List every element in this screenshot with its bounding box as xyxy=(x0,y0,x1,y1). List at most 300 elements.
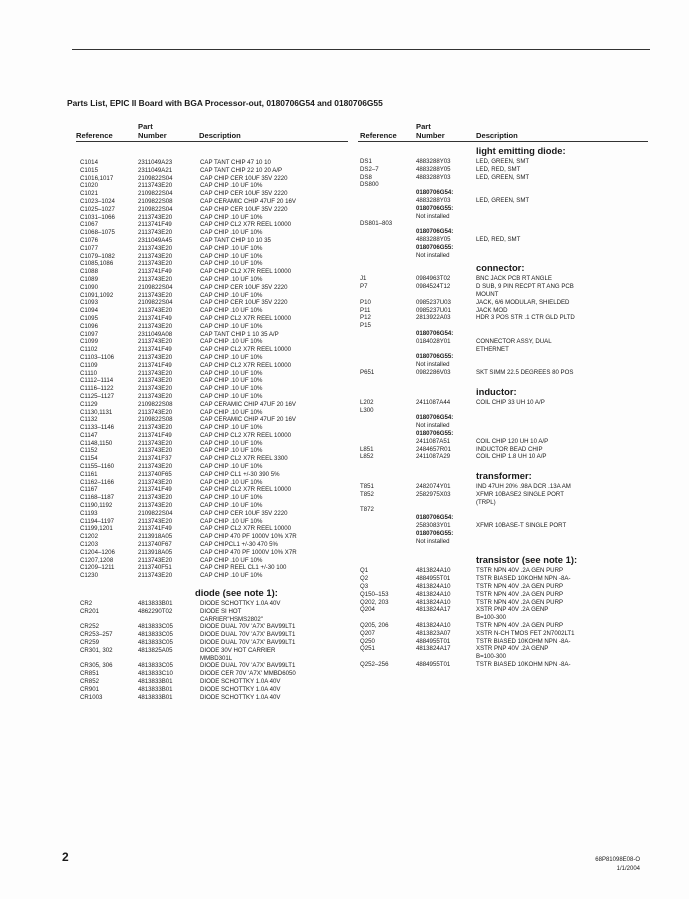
description-cell: CAP TANT CHIP 10 10 35 xyxy=(200,236,271,244)
part-number-cell: 2109822S04 xyxy=(138,299,173,307)
table-row xyxy=(80,268,350,276)
description-cell: COIL CHIP 1.8 UH 10 A/P xyxy=(476,453,547,461)
part-number-cell: 2411087A29 xyxy=(416,453,451,461)
description-cell: DIODE CER 70V 'A7X' MMBD6050 xyxy=(200,670,296,678)
description-cell: CAP CHIP CL2 X7R REEL 3300 xyxy=(200,455,288,463)
reference-cell: C1110 xyxy=(80,369,98,377)
part-number-cell: 2113741F49 xyxy=(138,431,172,439)
reference-cell: C1085,1086 xyxy=(80,260,114,268)
part-number-cell: 0180706G55: xyxy=(416,243,454,251)
part-number-cell: 0985237U01 xyxy=(416,306,451,314)
table-row xyxy=(80,182,350,190)
description-cell: CAP CHIP .10 UF 10% xyxy=(200,369,263,377)
reference-cell: Q150–153 xyxy=(360,590,389,598)
reference-cell: C1152 xyxy=(80,447,98,455)
table-row xyxy=(360,514,660,522)
reference-cell: Q251 xyxy=(360,645,375,653)
table-row xyxy=(80,377,350,385)
table-row xyxy=(80,253,350,261)
part-number-cell: 2109822S04 xyxy=(138,205,173,213)
part-number-cell: 4883288Y05 xyxy=(416,165,451,173)
part-number-cell: 2113743E20 xyxy=(138,229,173,237)
table-row xyxy=(80,686,350,694)
table-row xyxy=(360,506,660,514)
table-row xyxy=(360,275,660,283)
table-row xyxy=(80,385,350,393)
part-number-cell: 2583083Y01 xyxy=(416,522,451,530)
reference-cell: C1148,1150 xyxy=(80,439,113,447)
reference-cell: L851 xyxy=(360,445,374,453)
part-header: Part xyxy=(416,122,431,131)
reference-cell: C1193 xyxy=(80,509,98,517)
part-number-cell: 2113743E20 xyxy=(138,494,173,502)
table-row xyxy=(80,159,350,167)
reference-cell: CR901 xyxy=(80,685,99,693)
reference-header: Reference xyxy=(360,131,397,140)
reference-cell: C1021 xyxy=(80,190,98,198)
description-cell: TSTR NPN 40V .2A GEN PURP xyxy=(476,567,564,575)
section-title: inductor: xyxy=(476,385,517,397)
reference-cell: C1093 xyxy=(80,299,98,307)
reference-cell: C1095 xyxy=(80,314,98,322)
description-cell: CAP CHIP CL2 X7R REEL 10000 xyxy=(200,346,292,354)
table-row xyxy=(80,557,350,565)
description-cell: DIODE SCHOTTKY 1.0A 40V xyxy=(200,600,281,608)
description-cell: CAP TANT CHIP 1 10 35 A/P xyxy=(200,330,279,338)
description-cell: DIODE SCHOTTKY 1.0A 40V xyxy=(200,685,281,693)
description-cell: CAP CHIP 470 PF 1000V 10% X7R xyxy=(200,533,297,541)
table-row xyxy=(80,463,350,471)
section-title: connector: xyxy=(476,262,525,274)
table-row xyxy=(360,166,660,174)
part-number-cell: 4813824A17 xyxy=(416,606,451,614)
part-number-cell: 4884955T01 xyxy=(416,637,451,645)
reference-cell: C1020 xyxy=(80,182,98,190)
part-number-cell: 2109822S04 xyxy=(138,190,173,198)
table-row xyxy=(80,331,350,339)
reference-cell: Q2 xyxy=(360,575,369,583)
table-row xyxy=(360,438,660,446)
part-number-cell: 4862290T02 xyxy=(138,607,173,615)
reference-cell: J1 xyxy=(360,275,367,283)
description-cell: CAP CHIP .10 UF 10% xyxy=(200,408,263,416)
part-number-cell: 2113743E20 xyxy=(138,463,173,471)
reference-cell: C1103–1106 xyxy=(80,353,114,361)
table-row xyxy=(80,362,350,370)
reference-cell: C1129 xyxy=(80,400,98,408)
table-row xyxy=(360,314,660,322)
part-number-cell: 0180706G54: xyxy=(416,189,454,197)
reference-cell: T872 xyxy=(360,506,374,514)
table-row xyxy=(360,252,660,260)
description-cell: CAP CHIP .10 UF 10% xyxy=(200,517,263,525)
reference-cell: C1132 xyxy=(80,416,98,424)
reference-cell: C1097 xyxy=(80,330,98,338)
table-row xyxy=(80,447,350,455)
part-number-cell: 4883288Y05 xyxy=(416,235,451,243)
description-cell: INDUCTOR BEAD CHIP xyxy=(476,445,543,453)
description-cell: (TRPL) xyxy=(476,498,496,506)
description-cell: CAP CHIP .10 UF 10% xyxy=(200,385,263,393)
table-row xyxy=(80,276,350,284)
reference-cell: CR259 xyxy=(80,639,99,647)
table-row xyxy=(360,213,660,221)
right-parts-list xyxy=(360,140,660,669)
table-row xyxy=(360,430,660,438)
description-cell: CAP CHIP .10 UF 10% xyxy=(200,556,263,564)
left-parts-list xyxy=(80,159,350,701)
reference-cell: C1031–1066 xyxy=(80,213,115,221)
table-row xyxy=(80,221,350,229)
reference-cell: L852 xyxy=(360,453,374,461)
table-row xyxy=(360,236,660,244)
reference-cell: L300 xyxy=(360,406,374,414)
description-cell: BNC JACK PCB RT ANGLE xyxy=(476,275,552,283)
reference-cell: C1202 xyxy=(80,533,98,541)
reference-cell: C1194–1197 xyxy=(80,517,114,525)
description-cell: CAP CHIP CL1 +/-30 390 5% xyxy=(200,470,280,478)
reference-cell: CR2 xyxy=(80,600,93,608)
reference-cell: C1025–1027 xyxy=(80,205,115,213)
table-row xyxy=(360,538,660,546)
part-number-cell: 2113740F67 xyxy=(138,541,172,549)
section-title: transistor (see note 1): xyxy=(476,554,578,566)
part-number-cell: 2113743E20 xyxy=(138,572,173,580)
part-number-cell: 4813824A10 xyxy=(416,622,451,630)
reference-cell: C1079–1082 xyxy=(80,252,115,260)
description-cell: D SUB, 9 PIN RECPT RT ANG PCB xyxy=(476,283,574,291)
part-number-cell: 2113743E20 xyxy=(138,338,173,346)
part-number-cell: 2113743E20 xyxy=(138,447,173,455)
reference-cell: CR252 xyxy=(80,623,99,631)
table-row xyxy=(80,510,350,518)
description-cell: JACK MOD xyxy=(476,306,508,314)
table-row xyxy=(360,189,660,197)
reference-cell: C1130,1131 xyxy=(80,408,113,416)
part-number-cell: 2113743E20 xyxy=(138,424,173,432)
description-cell: LED, GREEN, SMT xyxy=(476,196,530,204)
description-cell: CAP CHIP CER 10UF 35V 2220 xyxy=(200,299,288,307)
table-row xyxy=(360,606,660,614)
part-number-cell: 2113743E20 xyxy=(138,478,173,486)
part-number-cell: 4813833C05 xyxy=(138,631,173,639)
description-cell: CAP CERAMIC CHIP 47UF 20 16V xyxy=(200,400,296,408)
reference-cell: C1077 xyxy=(80,244,98,252)
reference-cell: DS8 xyxy=(360,173,372,181)
table-row xyxy=(80,370,350,378)
table-row xyxy=(360,483,660,491)
part-number-cell: 2411087A51 xyxy=(416,437,451,445)
reference-cell: Q202, 203 xyxy=(360,598,389,606)
table-row xyxy=(360,361,660,369)
description-cell: CAP CHIP .10 UF 10% xyxy=(200,275,263,283)
part-number-cell: 0180706G55: xyxy=(416,529,454,537)
description-cell: CAP CHIP CER 10UF 35V 2220 xyxy=(200,283,288,291)
description-cell: CAP CERAMIC CHIP 47UF 20 16V xyxy=(200,416,296,424)
part-number-cell: 2484657R01 xyxy=(416,445,451,453)
reference-cell: C1014 xyxy=(80,159,98,166)
part-number-cell: 2113741F49 xyxy=(138,486,172,494)
part-number-cell: 2113743E20 xyxy=(138,275,173,283)
reference-cell: Q207 xyxy=(360,629,375,637)
table-row xyxy=(360,174,660,182)
table-row xyxy=(80,206,350,214)
description-cell: CAP CHIP .10 UF 10% xyxy=(200,229,263,237)
description-cell: CAP CHIP CL2 X7R REEL 10000 xyxy=(200,314,292,322)
section-0 xyxy=(360,140,660,158)
part-number-cell: 2109822S08 xyxy=(138,400,173,408)
part-number-cell: 0180706G54: xyxy=(416,228,454,236)
part-number-cell: 2113918A05 xyxy=(138,533,173,541)
description-cell: LED, GREEN, SMT xyxy=(476,158,530,165)
description-cell: CAP CHIP CER 10UF 35V 2220 xyxy=(200,509,288,517)
part-number-cell: 2113740F65 xyxy=(138,470,172,478)
description-cell: CAP CHIP .10 UF 10% xyxy=(200,494,263,502)
description-cell: XSTR PNP 40V .2A GENP xyxy=(476,606,549,614)
reference-cell: DS2–7 xyxy=(360,165,379,173)
table-row xyxy=(80,245,350,253)
doc-date: 1/1/2004 xyxy=(616,866,640,872)
part-number-cell: 2113918A05 xyxy=(138,548,173,556)
table-row xyxy=(80,471,350,479)
reference-cell: C1199,1201 xyxy=(80,525,113,533)
table-row xyxy=(80,479,350,487)
part-number-cell: 2311049A21 xyxy=(138,166,173,174)
table-row xyxy=(360,567,660,575)
table-row xyxy=(360,353,660,361)
part-number-cell: 2113743E20 xyxy=(138,252,173,260)
part-number-cell: 4813833C10 xyxy=(138,670,173,678)
table-row xyxy=(360,575,660,583)
table-row xyxy=(80,494,350,502)
page-number: 2 xyxy=(62,850,69,864)
description-cell: JACK, 6/6 MODULAR, SHIELDED xyxy=(476,298,570,306)
description-cell: TSTR NPN 40V .2A GEN PURP xyxy=(476,590,564,598)
table-row xyxy=(360,205,660,213)
right-column xyxy=(360,118,660,669)
part-number-cell: Not installed xyxy=(416,361,450,369)
part-number-cell: 0985237U03 xyxy=(416,298,451,306)
description-cell: CAP CHIP .10 UF 10% xyxy=(200,502,263,510)
part-number-cell: 2113743E20 xyxy=(138,502,173,510)
number-header: Number xyxy=(138,131,167,140)
part-number-cell: Not installed xyxy=(416,251,450,259)
reference-cell: C1094 xyxy=(80,307,98,315)
table-row xyxy=(80,292,350,300)
table-row xyxy=(360,283,660,291)
table-row xyxy=(360,414,660,422)
reference-cell: C1125–1127 xyxy=(80,392,114,400)
description-cell: DIODE DUAL 70V 'A7X' BAV99LT1 xyxy=(200,631,296,639)
description-cell: HDR 3 POS STR .1 CTR GLD PLTD xyxy=(476,314,575,322)
part-number-cell: 4813833B01 xyxy=(138,685,173,693)
table-row xyxy=(360,422,660,430)
description-cell: DIODE 30V HOT CARRIER xyxy=(200,646,276,654)
reference-cell: C1088 xyxy=(80,268,98,276)
description-cell: CAP CHIP .10 UF 10% xyxy=(200,260,263,268)
part-number-cell: 4813824A17 xyxy=(416,645,451,653)
part-number-cell: 2311049A45 xyxy=(138,236,173,244)
table-row xyxy=(360,399,660,407)
part-number-cell: 2113741F49 xyxy=(138,314,172,322)
reference-cell: P7 xyxy=(360,283,368,291)
reference-cell: C1096 xyxy=(80,322,98,330)
footer-doc-info xyxy=(595,856,640,874)
table-row xyxy=(80,346,350,354)
table-row xyxy=(360,630,660,638)
reference-cell: C1090 xyxy=(80,283,98,291)
section-1 xyxy=(360,259,660,275)
part-number-cell: 2411087A44 xyxy=(416,398,451,406)
reference-cell: C1099 xyxy=(80,338,98,346)
part-number-cell: 2109822S08 xyxy=(138,197,173,205)
description-cell: DIODE SI HOT xyxy=(200,607,242,615)
part-number-cell: 2311049A23 xyxy=(138,159,173,166)
description-cell: CAP CERAMIC CHIP 47UF 20 16V xyxy=(200,197,296,205)
reference-cell: DS1 xyxy=(360,158,372,165)
table-row xyxy=(360,181,660,189)
part-number-cell: 4813833C05 xyxy=(138,662,173,670)
table-row xyxy=(80,409,350,417)
part-number-cell: 2109822S04 xyxy=(138,283,173,291)
part-number-cell: 2113741F49 xyxy=(138,525,172,533)
table-row xyxy=(80,354,350,362)
part-number-cell: 2113743E20 xyxy=(138,556,173,564)
table-row xyxy=(360,322,660,330)
description-cell: COIL CHIP 120 UH 10 A/P xyxy=(476,437,549,445)
part-number-cell: 2113743E20 xyxy=(138,392,173,400)
reference-cell: C1203 xyxy=(80,541,98,549)
reference-cell: CR851 xyxy=(80,670,99,678)
table-row xyxy=(80,670,350,678)
table-row xyxy=(360,158,660,166)
description-cell: TSTR BIASED 10KOHM NPN -8A- xyxy=(476,575,571,583)
part-number-cell: 0180706G55: xyxy=(416,353,454,361)
reference-cell: P12 xyxy=(360,314,371,322)
part-number-cell: 2113743E20 xyxy=(138,385,173,393)
description-cell: CAP CHIP .10 UF 10% xyxy=(200,478,263,486)
table-row xyxy=(80,486,350,494)
reference-cell: C1162–1166 xyxy=(80,478,114,486)
part-number-cell: Not installed xyxy=(416,212,450,220)
reference-cell: Q252–256 xyxy=(360,661,389,669)
reference-cell: P10 xyxy=(360,298,371,306)
description-cell: CAP CHIP .10 UF 10% xyxy=(200,291,263,299)
description-cell: CAP TANT CHIP 22 10 20 A/P xyxy=(200,166,283,174)
section-title: transformer: xyxy=(476,470,532,482)
reference-cell: CR852 xyxy=(80,678,99,685)
description-cell: XFMR 10BASE-T SINGLE PORT xyxy=(476,522,567,530)
table-row xyxy=(360,653,660,661)
part-number-cell: 2113743E20 xyxy=(138,213,173,221)
part-number-cell: 4884955T01 xyxy=(416,575,451,583)
description-header: Description xyxy=(199,131,241,140)
part-number-cell: 2113743E20 xyxy=(138,439,173,447)
doc-number: 68P81098E08-O xyxy=(595,857,640,863)
description-cell: CAP CHIP .10 UF 10% xyxy=(200,447,263,455)
table-row xyxy=(360,299,660,307)
table-row xyxy=(360,638,660,646)
part-number-cell: 4813823A07 xyxy=(416,629,451,637)
part-header: Part xyxy=(138,122,153,131)
table-row xyxy=(80,237,350,245)
reference-cell: C1133–1146 xyxy=(80,424,114,432)
description-header: Description xyxy=(476,131,518,140)
part-number-cell: 4883288Y03 xyxy=(416,173,451,181)
table-row xyxy=(80,655,350,663)
part-number-cell: 2113743E20 xyxy=(138,307,173,315)
table-row xyxy=(360,491,660,499)
description-cell: DIODE DUAL 70V 'A7X' BAV99LT1 xyxy=(200,662,296,670)
reference-cell: CR1003 xyxy=(80,693,103,701)
reference-cell: Q205, 206 xyxy=(360,622,389,630)
table-row xyxy=(80,616,350,624)
description-cell: SKT SIMM 22.5 DEGREES 80 POS xyxy=(476,368,574,376)
reference-cell: C1154 xyxy=(80,455,98,463)
top-rule xyxy=(72,49,650,50)
reference-cell: Q250 xyxy=(360,637,375,645)
description-cell: CAP CHIP .10 UF 10% xyxy=(200,338,263,346)
description-cell: COIL CHIP 33 UH 10 A/P xyxy=(476,398,545,406)
table-row xyxy=(360,453,660,461)
description-cell: CAP CHIP .10 UF 10% xyxy=(200,353,263,361)
part-number-cell: 4813833B01 xyxy=(138,693,173,701)
description-cell: CAP CHIP .10 UF 10% xyxy=(200,213,263,221)
reference-cell: C1204–1206 xyxy=(80,548,115,556)
reference-cell: C1015 xyxy=(80,166,98,174)
table-row xyxy=(80,299,350,307)
table-row xyxy=(80,533,350,541)
part-number-cell: 2113743E20 xyxy=(138,369,173,377)
description-cell: ETHERNET xyxy=(476,345,509,353)
part-number-cell: Not installed xyxy=(416,422,450,430)
reference-cell: C1076 xyxy=(80,236,98,244)
table-row xyxy=(80,416,350,424)
description-cell: MMBD301L xyxy=(200,654,233,662)
table-row xyxy=(360,330,660,338)
reference-cell: T852 xyxy=(360,490,374,498)
reference-cell: C1112–1114 xyxy=(80,377,114,385)
description-cell: CAP CHIP CER 10UF 35V 2220 xyxy=(200,205,288,213)
description-cell: IND 47UH 20% .98A DCR .13A AM xyxy=(476,483,571,491)
description-cell: LED, RED, SMT xyxy=(476,235,521,243)
reference-cell: T851 xyxy=(360,483,374,491)
right-header xyxy=(360,118,660,140)
part-number-cell: 4813824A10 xyxy=(416,598,451,606)
description-cell: DIODE DUAL 70V 'A7X' BAV99LT1 xyxy=(200,623,296,631)
description-cell: CAP CHIP CL2 X7R REEL 10000 xyxy=(200,486,292,494)
part-number-cell: 4813824A10 xyxy=(416,567,451,575)
table-row xyxy=(80,432,350,440)
part-number-cell: 4813824A10 xyxy=(416,590,451,598)
table-row xyxy=(360,307,660,315)
table-row xyxy=(360,197,660,205)
part-number-cell: 2113741F37 xyxy=(138,455,172,463)
part-number-cell: 2482074Y01 xyxy=(416,483,451,491)
reference-cell: C1230 xyxy=(80,572,98,580)
part-number-cell: 4813833C05 xyxy=(138,639,173,647)
reference-cell: DS801–803 xyxy=(360,220,393,228)
part-number-cell: 0180706G55: xyxy=(416,204,454,212)
section-2 xyxy=(360,383,660,399)
table-row xyxy=(80,631,350,639)
part-number-cell: 0180706G54: xyxy=(416,414,454,422)
table-row xyxy=(80,229,350,237)
table-row xyxy=(360,407,660,415)
part-number-cell: 2113743E20 xyxy=(138,322,173,330)
description-cell: CAP CHIPCL1 +/-30 470 5% xyxy=(200,541,278,549)
reference-cell: C1161 xyxy=(80,470,98,478)
